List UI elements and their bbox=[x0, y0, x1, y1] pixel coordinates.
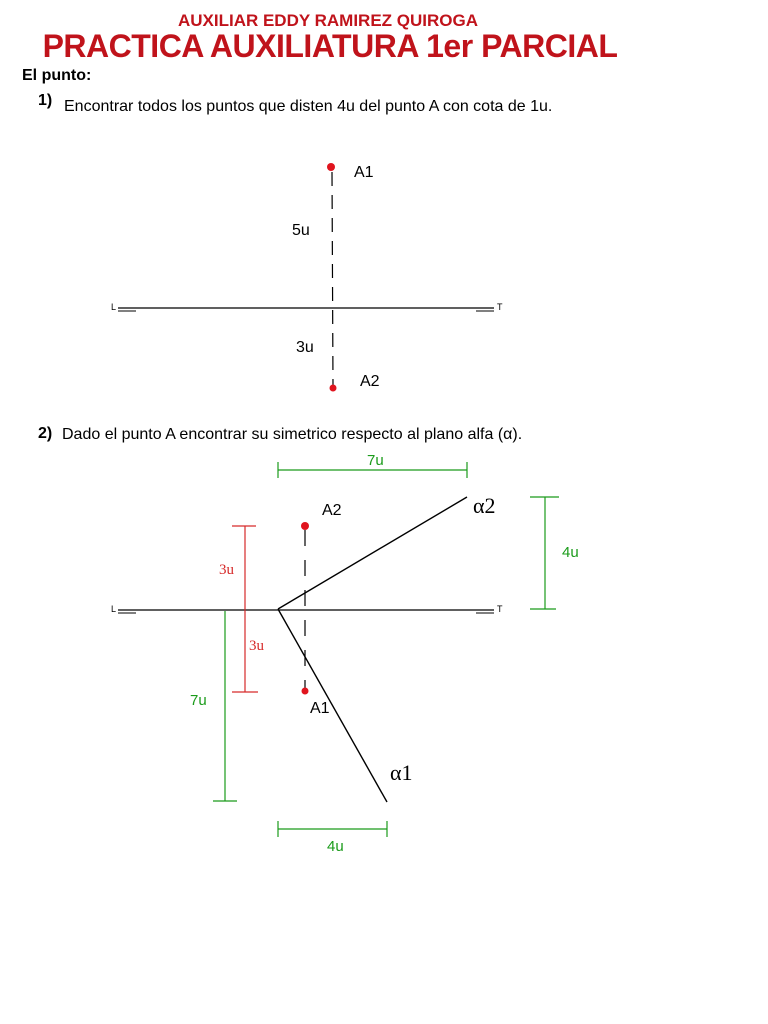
dimension-right-4u bbox=[530, 497, 559, 609]
ground-label-left: L bbox=[111, 302, 117, 312]
figure-2 bbox=[111, 452, 579, 855]
point-a2-marker bbox=[330, 385, 337, 392]
point-a2-marker-2 bbox=[301, 522, 309, 530]
ground-label-left-2: L bbox=[111, 604, 117, 614]
point-a1-label: A1 bbox=[354, 164, 374, 181]
problem-2-number: 2) bbox=[38, 425, 53, 442]
point-a2-label-2: A2 bbox=[322, 502, 342, 519]
problem-1-text: Encontrar todos los puntos que disten 4u del punto A con cota de 1u. bbox=[64, 98, 553, 115]
dimension-lower-label: 3u bbox=[296, 339, 314, 356]
ground-label-right: T bbox=[497, 302, 503, 312]
projection-line bbox=[332, 172, 333, 386]
dimension-red-lower-label: 3u bbox=[249, 638, 264, 654]
page-title: PRACTICA AUXILIATURA 1er PARCIAL bbox=[42, 28, 618, 64]
trace-alpha1-label: α1 bbox=[390, 760, 413, 785]
point-a1-marker-2 bbox=[302, 688, 309, 695]
author-subtitle: AUXILIAR EDDY RAMIREZ QUIROGA bbox=[177, 11, 479, 30]
point-a2-label: A2 bbox=[360, 373, 380, 390]
section-heading: El punto: bbox=[22, 67, 92, 84]
trace-alpha2-line bbox=[278, 497, 467, 609]
trace-alpha1-line bbox=[278, 609, 387, 802]
ground-label-right-2: T bbox=[497, 604, 503, 614]
problem-1-number: 1) bbox=[38, 92, 53, 109]
dimension-bottom-4u bbox=[278, 821, 387, 837]
dimension-left-7u bbox=[213, 611, 237, 801]
dimension-red-upper-label: 3u bbox=[219, 562, 234, 578]
problem-2-text: Dado el punto A encontrar su simetrico respecto al plano alfa (α). bbox=[62, 426, 523, 443]
dimension-bottom-label: 4u bbox=[327, 838, 344, 855]
dimension-upper-label: 5u bbox=[292, 222, 310, 239]
figure-1 bbox=[111, 163, 503, 392]
dimension-top-label: 7u bbox=[367, 452, 384, 469]
dimension-right-label: 4u bbox=[562, 544, 579, 561]
point-a1-label-2: A1 bbox=[310, 700, 330, 717]
point-a1-marker bbox=[327, 163, 335, 171]
trace-alpha2-label: α2 bbox=[473, 493, 496, 518]
dimension-red-3u bbox=[232, 526, 258, 692]
dimension-left-label: 7u bbox=[190, 692, 207, 709]
